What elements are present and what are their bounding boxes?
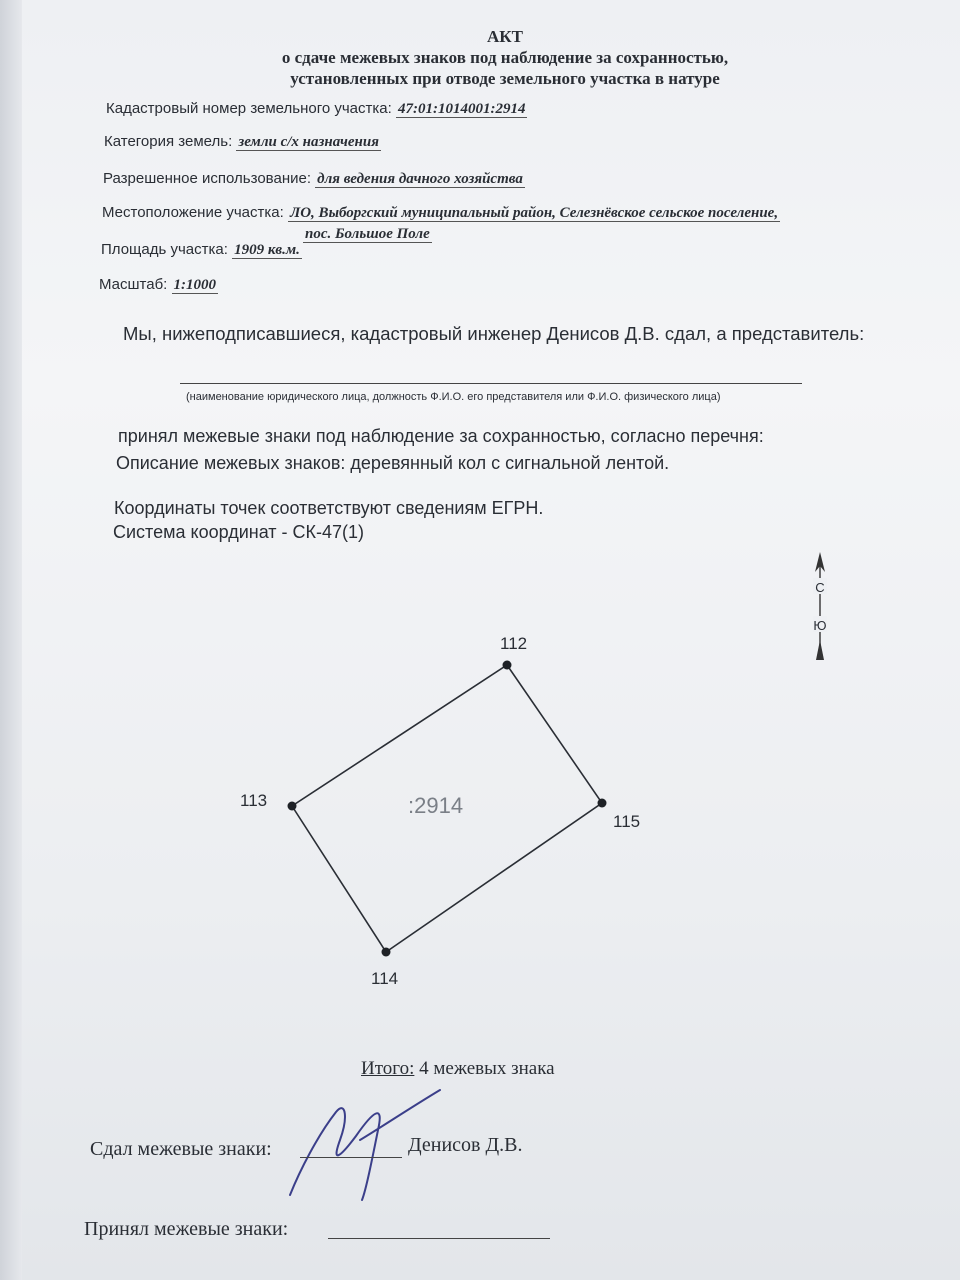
accepted-paragraph: принял межевые знаки под наблюдение за сохранностью, согласно перечня: — [118, 426, 764, 446]
cadastral-number-value: 47:01:1014001:2914 — [397, 101, 526, 117]
intro-paragraph: Мы, нижеподписавшиеся, кадастровый инженер Денисов Д.В. сдал, а представитель: — [123, 323, 865, 344]
handed-name: Денисов Д.В. — [408, 1134, 523, 1156]
coordinate-system: Система координат - СК-47(1) — [113, 522, 365, 542]
scale-value: 1:1000 — [173, 277, 217, 293]
compass-north-label: С — [815, 580, 825, 595]
boundary-point-115 — [598, 799, 607, 808]
document-subtitle-line2: установленных при отводе земельного участка в натуре — [290, 69, 720, 88]
land-category-value: земли с/х назначения — [238, 134, 379, 150]
totals-line — [361, 1058, 555, 1080]
boundary-point-114 — [382, 948, 391, 957]
land-category-label: Категория земель: — [104, 133, 233, 150]
cadastral-number-label: Кадастровый номер земельного участка: — [106, 100, 392, 117]
handed-signature-line — [300, 1157, 402, 1158]
boundary-point-112 — [503, 661, 512, 670]
totals-value: 4 межевых знака — [419, 1058, 555, 1079]
accepted-signature-line — [328, 1238, 550, 1239]
scale-label: Масштаб: — [99, 276, 168, 293]
point-label-114: 114 — [371, 969, 399, 988]
location-value-line2: пос. Большое Поле — [305, 226, 430, 242]
handed-signature-row — [90, 1138, 272, 1161]
handed-name-row — [408, 1134, 522, 1157]
boundary-point-113 — [288, 802, 297, 811]
parcel-number-label: :2914 — [408, 793, 464, 818]
location-value-line1: ЛО, Выборгский муниципальный район, Селезнёвское сельское поселение, — [289, 205, 779, 221]
representative-caption: (наименование юридического лица, должность Ф.И.О. его представителя или Ф.И.О. физического лица) — [186, 391, 721, 403]
marks-description: Описание межевых знаков: деревянный кол с сигнальной лентой. — [116, 453, 670, 473]
coordinates-note: Координаты точек соответствуют сведениям ЕГРН. — [114, 498, 544, 518]
document-subtitle-line1: о сдаче межевых знаков под наблюдение за сохранностью, — [281, 48, 729, 67]
area-value: 1909 кв.м. — [234, 242, 300, 258]
south-arrow-tail-icon — [816, 640, 824, 660]
handed-label: Сдал межевые знаки: — [90, 1138, 272, 1160]
location-label: Местоположение участка: — [102, 204, 284, 221]
point-label-112: 112 — [500, 634, 528, 653]
compass-south-label: Ю — [813, 618, 827, 633]
permitted-use-value: для ведения дачного хозяйства — [317, 171, 523, 187]
point-label-115: 115 — [613, 812, 641, 831]
permitted-use-label: Разрешенное использование: — [103, 170, 311, 187]
document-title: АКТ — [487, 27, 523, 46]
compass-arrow — [813, 552, 827, 660]
point-label-113: 113 — [240, 791, 268, 810]
accepted-signature-row — [84, 1218, 288, 1241]
accepted-label: Принял межевые знаки: — [84, 1218, 289, 1240]
totals-label: Итого: — [361, 1058, 415, 1079]
area-label: Площадь участка: — [101, 241, 228, 258]
